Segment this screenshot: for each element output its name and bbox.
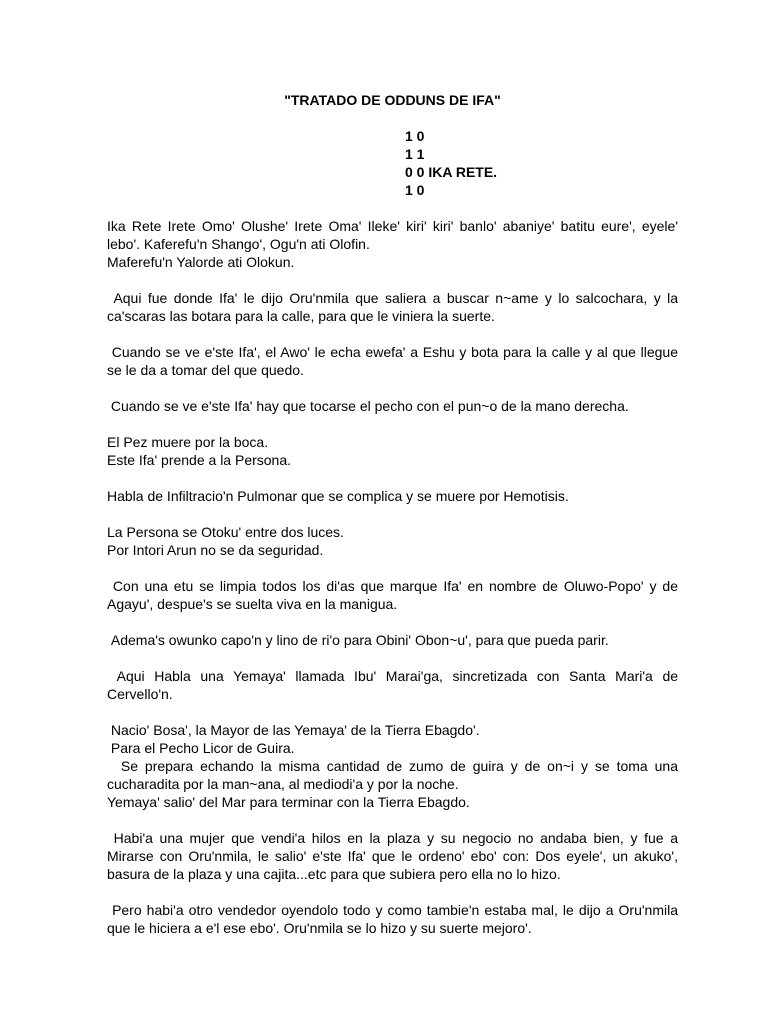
text-line: Aqui Habla una Yemaya' llamada Ibu' Marai'ga, sincretizada con Santa Mari'a de Cervello'n. [107, 668, 682, 702]
paragraph [107, 289, 682, 325]
text-line: La Persona se Otoku' entre dos luces. [107, 524, 344, 540]
paragraph [107, 343, 682, 379]
odu-mark-line: 1 0 [405, 182, 425, 198]
paragraph [107, 433, 678, 469]
odu-signature [107, 127, 678, 199]
text-line: Habi'a una mujer que vendi'a hilos en la plaza y su negocio no andaba bien, y fue a Mirarse con Oru'nmila, le salio' e'ste Ifa' que le ordeno' ebo' con: Dos eyele', un akuko', basura de la plaza y una cajita...etc para que subiera pero ella no lo hizo. [107, 830, 682, 882]
paragraph [107, 487, 678, 505]
text-line: Yemaya' salio' del Mar para terminar con la Tierra Ebagdo. [107, 794, 470, 810]
text-line: El Pez muere por la boca. [107, 434, 269, 450]
text-line: Adema's owunko capo'n y lino de ri'o para Obini' Obon~u', para que pueda parir. [107, 632, 609, 648]
text-line: Para el Pecho Licor de Guira. [107, 740, 295, 756]
text-line: Cuando se ve e'ste Ifa', el Awo' le echa ewefa' a Eshu y bota para la calle y al que llegue se le da a tomar del que quedo. [107, 344, 682, 378]
paragraph [107, 577, 682, 613]
odu-mark-line: 1 0 [405, 128, 425, 144]
document-page [107, 91, 682, 955]
odu-mark-line: 1 1 [405, 146, 425, 162]
paragraph [107, 829, 682, 883]
text-line: Se prepara echando la misma cantidad de zumo de guira y de on~i y se toma una cucharadita por la man~ana, al mediodi'a y por la noche. [107, 758, 682, 792]
paragraph [107, 523, 678, 559]
odu-mark-line: 0 0 IKA RETE. [405, 164, 498, 180]
text-line: Pero habi'a otro vendedor oyendolo todo y como tambie'n estaba mal, le dijo a Oru'nmila que le hiciera a e'l ese ebo'. Oru'nmila se lo hizo y su suerte mejoro'. [107, 902, 682, 936]
paragraph [107, 217, 682, 271]
text-line: Por Intori Arun no se da seguridad. [107, 542, 324, 558]
paragraph [107, 397, 678, 415]
text-line: Maferefu'n Yalorde ati Olokun. [107, 254, 295, 270]
paragraph [107, 667, 682, 703]
paragraph [107, 631, 678, 649]
paragraph [107, 901, 682, 937]
paragraph [107, 721, 682, 811]
text-line: Ika Rete Irete Omo' Olushe' Irete Oma' Ileke' kiri' kiri' banlo' abaniye' batitu eure', eyele' lebo'. Kaferefu'n Shango', Ogu'n ati Olofin. [107, 218, 682, 252]
text-line: Aqui fue donde Ifa' le dijo Oru'nmila que saliera a buscar n~ame y lo salcochara, y la ca'scaras las botara para la calle, para que le viniera la suerte. [107, 290, 682, 324]
text-line: Este Ifa' prende a la Persona. [107, 452, 292, 468]
text-line: Habla de Infiltracio'n Pulmonar que se complica y se muere por Hemotisis. [107, 488, 569, 504]
text-line: Nacio' Bosa', la Mayor de las Yemaya' de la Tierra Ebagdo'. [107, 722, 480, 738]
document-title: "TRATADO DE ODDUNS DE IFA" [284, 92, 501, 108]
text-line: Cuando se ve e'ste Ifa' hay que tocarse el pecho con el pun~o de la mano derecha. [107, 398, 629, 414]
text-line: Con una etu se limpia todos los di'as que marque Ifa' en nombre de Oluwo-Popo' y de Agayu', despue's se suelta viva en la manigua. [107, 578, 682, 612]
